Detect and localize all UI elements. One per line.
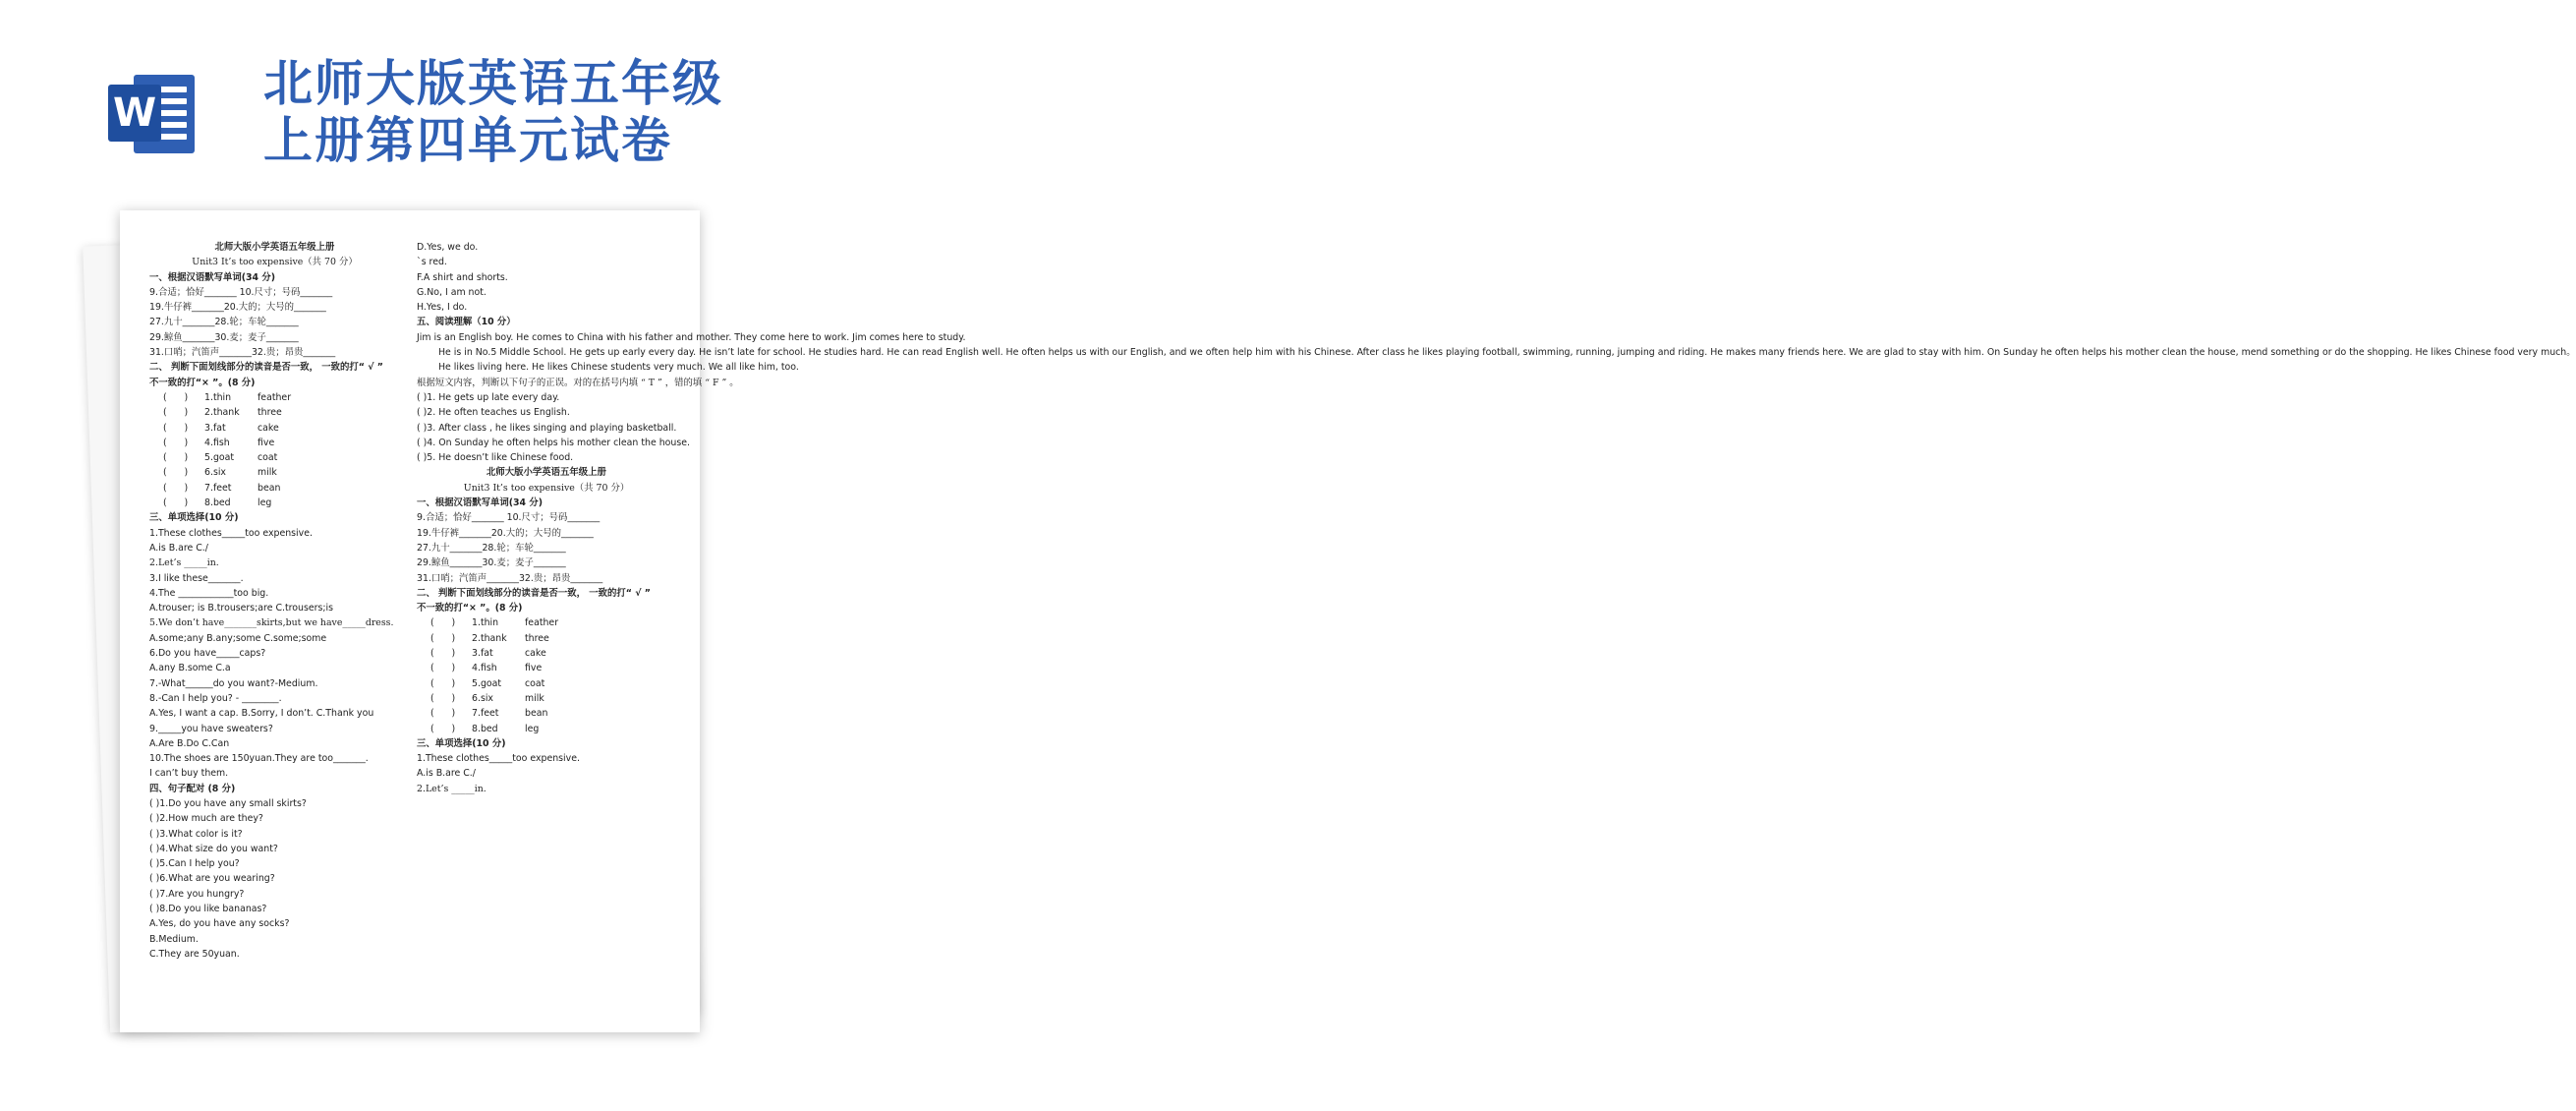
choice-line: 9._____you have sweaters? (149, 723, 273, 734)
phonics-item: ( ) 4.fish five (430, 663, 543, 674)
true-false-line: ( )5. He doesn’t like Chinese food. (417, 452, 574, 464)
section-heading: 一、根据汉语默写单词(34 分) (417, 497, 544, 509)
true-false-line: ( )2. He often teaches us English. (417, 407, 570, 419)
phonics-item: ( ) 5.goat coat (163, 452, 278, 464)
choice-line: A.trouser; is B.trousers;are C.trousers;is (149, 603, 334, 614)
phonics-item: ( ) 8.bed leg (430, 723, 540, 734)
choice-line: 3.I like these_______. (149, 572, 244, 584)
section-heading: 二、 判断下面划线部分的读音是否一致， 一致的打“ √ ” (149, 362, 383, 374)
true-false-line: ( )1. He gets up late every day. (417, 391, 560, 403)
match-line: ( )7.Are you hungry? (149, 888, 245, 900)
phonics-item: ( ) 1.thin feather (430, 617, 559, 629)
match-option: D.Yes, we do. (417, 242, 479, 253)
match-option: F.A shirt and shorts. (417, 271, 508, 283)
match-line: ( )8.Do you like bananas? (149, 904, 267, 915)
dictation-line: 19.牛仔裤_______20.大的；大号的_______ (149, 302, 326, 314)
choice-line: 1.These clothes_____too expensive. (149, 527, 313, 539)
choice-line: I can’t buy them. (149, 768, 229, 780)
dictation-line: 27.九十_______28.轮；车轮_______ (417, 542, 566, 554)
section-heading: 四、句子配对 (8 分) (149, 783, 236, 794)
dictation-line: 31.口哨；汽笛声_______32.贵；昂贵_______ (417, 572, 603, 584)
dictation-line: 31.口哨；汽笛声_______32.贵；昂贵_______ (149, 347, 336, 359)
reading-paragraph: He is in No.5 Middle School. He gets up early every day. He isn’t late for school. He studies hard. He can read English well. He often helps us with our English, and we often help him with his Chinese. After class he likes playing football, swimming, running, jumping and riding. He makes many friends here. We are glad to stay with him. On Sunday he often helps his mother clean the house, mend something or do the shopping. He likes Chinese food very much。 (438, 347, 2576, 359)
choice-line: 6.Do you have_____caps? (149, 648, 266, 660)
section-heading: 三、单项选择(10 分) (149, 512, 239, 524)
choice-line: A.Are B.Do C.Can (149, 737, 230, 749)
word-document-icon (108, 67, 195, 157)
dictation-line: 9.合适；恰好_______ 10.尺寸；号码_______ (417, 512, 601, 524)
section-heading: 五、阅读理解（10 分） (417, 317, 516, 328)
choice-line: 2.Let’s _____in. (417, 783, 487, 794)
section-heading: 一、根据汉语默写单词(34 分) (149, 271, 276, 283)
choice-line: A.is B.are C./ (417, 768, 476, 780)
match-line: ( )5.Can I help you? (149, 858, 240, 870)
true-false-line: ( )3. After class , he likes singing and playing basketball. (417, 422, 677, 434)
phonics-item: ( ) 2.thank three (163, 407, 282, 419)
match-line: ( )2.How much are they? (149, 813, 263, 825)
phonics-item: ( ) 1.thin feather (163, 391, 292, 403)
section-heading-cont: 不一致的打“× ”。(8 分) (417, 603, 523, 614)
right-column (417, 240, 2576, 796)
choice-line: 8.-Can I help you? - ________. (149, 692, 282, 704)
phonics-item: ( ) 4.fish five (163, 437, 275, 448)
phonics-item: ( ) 6.six milk (163, 467, 277, 479)
choice-line: 10.The shoes are 150yuan.They are too_______. (149, 753, 369, 765)
choice-line: A.some;any B.any;some C.some;some (149, 632, 327, 644)
section-heading: 二、 判断下面划线部分的读音是否一致， 一致的打“ √ ” (417, 587, 651, 599)
reading-instructions: 根据短文内容，判断以下句子的正误。对的在括号内填 “ T ” ，错的填 “ F ” 。 (417, 377, 739, 388)
dictation-line: 19.牛仔裤_______20.大的；大号的_______ (417, 527, 594, 539)
match-option: G.No, I am not. (417, 286, 487, 298)
choice-line: 2.Let’s _____in. (149, 557, 219, 569)
left-column (149, 240, 400, 962)
match-line: ( )1.Do you have any small skirts? (149, 797, 307, 809)
paper-title: 北师大版小学英语五年级上册 (214, 242, 335, 253)
dictation-line: 29.鲸鱼_______30.麦；麦子_______ (149, 331, 299, 343)
word-logo-letter: W (108, 85, 161, 142)
reading-paragraph: Jim is an English boy. He comes to China with his father and mother. They come here to work. Jim comes here to study. (417, 331, 966, 343)
choice-line: 5.We don’t have_______skirts,but we have_____dress. (149, 617, 394, 629)
paper-subtitle: Unit3 It’s too expensive（共 70 分） (192, 257, 358, 268)
choice-line: A.any B.some C.a (149, 663, 231, 674)
banner-title: 北师大版英语五年级上册第四单元试卷 (263, 55, 723, 169)
choice-line: A.is B.are C./ (149, 542, 208, 554)
dictation-line: 27.九十_______28.轮；车轮_______ (149, 317, 299, 328)
section-heading: 三、单项选择(10 分) (417, 737, 506, 749)
paper-title: 北师大版小学英语五年级上册 (487, 467, 606, 479)
match-line: A.Yes, do you have any socks? (149, 918, 290, 930)
match-line: B.Medium. (149, 933, 199, 945)
exam-paper (120, 210, 2576, 1032)
choice-line: 1.These clothes_____too expensive. (417, 753, 580, 765)
phonics-item: ( ) 3.fat cake (430, 648, 546, 660)
phonics-item: ( ) 7.feet bean (430, 708, 548, 720)
match-line: ( )4.What size do you want? (149, 843, 278, 854)
paper-subtitle: Unit3 It’s too expensive（共 70 分） (463, 482, 630, 494)
banner (0, 0, 786, 197)
match-line: C.They are 50yuan. (149, 948, 240, 960)
section-heading-cont: 不一致的打“× ”。(8 分) (149, 377, 256, 388)
match-line: ( )3.What color is it? (149, 828, 243, 840)
true-false-line: ( )4. On Sunday he often helps his mother clean the house. (417, 437, 690, 448)
dictation-line: 9.合适；恰好_______ 10.尺寸；号码_______ (149, 286, 333, 298)
phonics-item: ( ) 3.fat cake (163, 422, 279, 434)
phonics-item: ( ) 7.feet bean (163, 482, 281, 494)
choice-line: 4.The ____________too big. (149, 587, 269, 599)
phonics-item: ( ) 5.goat coat (430, 677, 545, 689)
phonics-item: ( ) 8.bed leg (163, 497, 272, 509)
dictation-line: 29.鲸鱼_______30.麦；麦子_______ (417, 557, 566, 569)
reading-paragraph: He likes living here. He likes Chinese students very much. We all like him, too. (438, 362, 799, 374)
phonics-item: ( ) 6.six milk (430, 692, 544, 704)
match-line: ( )6.What are you wearing? (149, 873, 275, 885)
match-option: H.Yes, I do. (417, 302, 468, 314)
choice-line: A.Yes, I want a cap. B.Sorry, I don’t. C.Thank you (149, 708, 374, 720)
match-option: `s red. (417, 257, 447, 268)
phonics-item: ( ) 2.thank three (430, 632, 549, 644)
choice-line: 7.-What______do you want?-Medium. (149, 677, 318, 689)
